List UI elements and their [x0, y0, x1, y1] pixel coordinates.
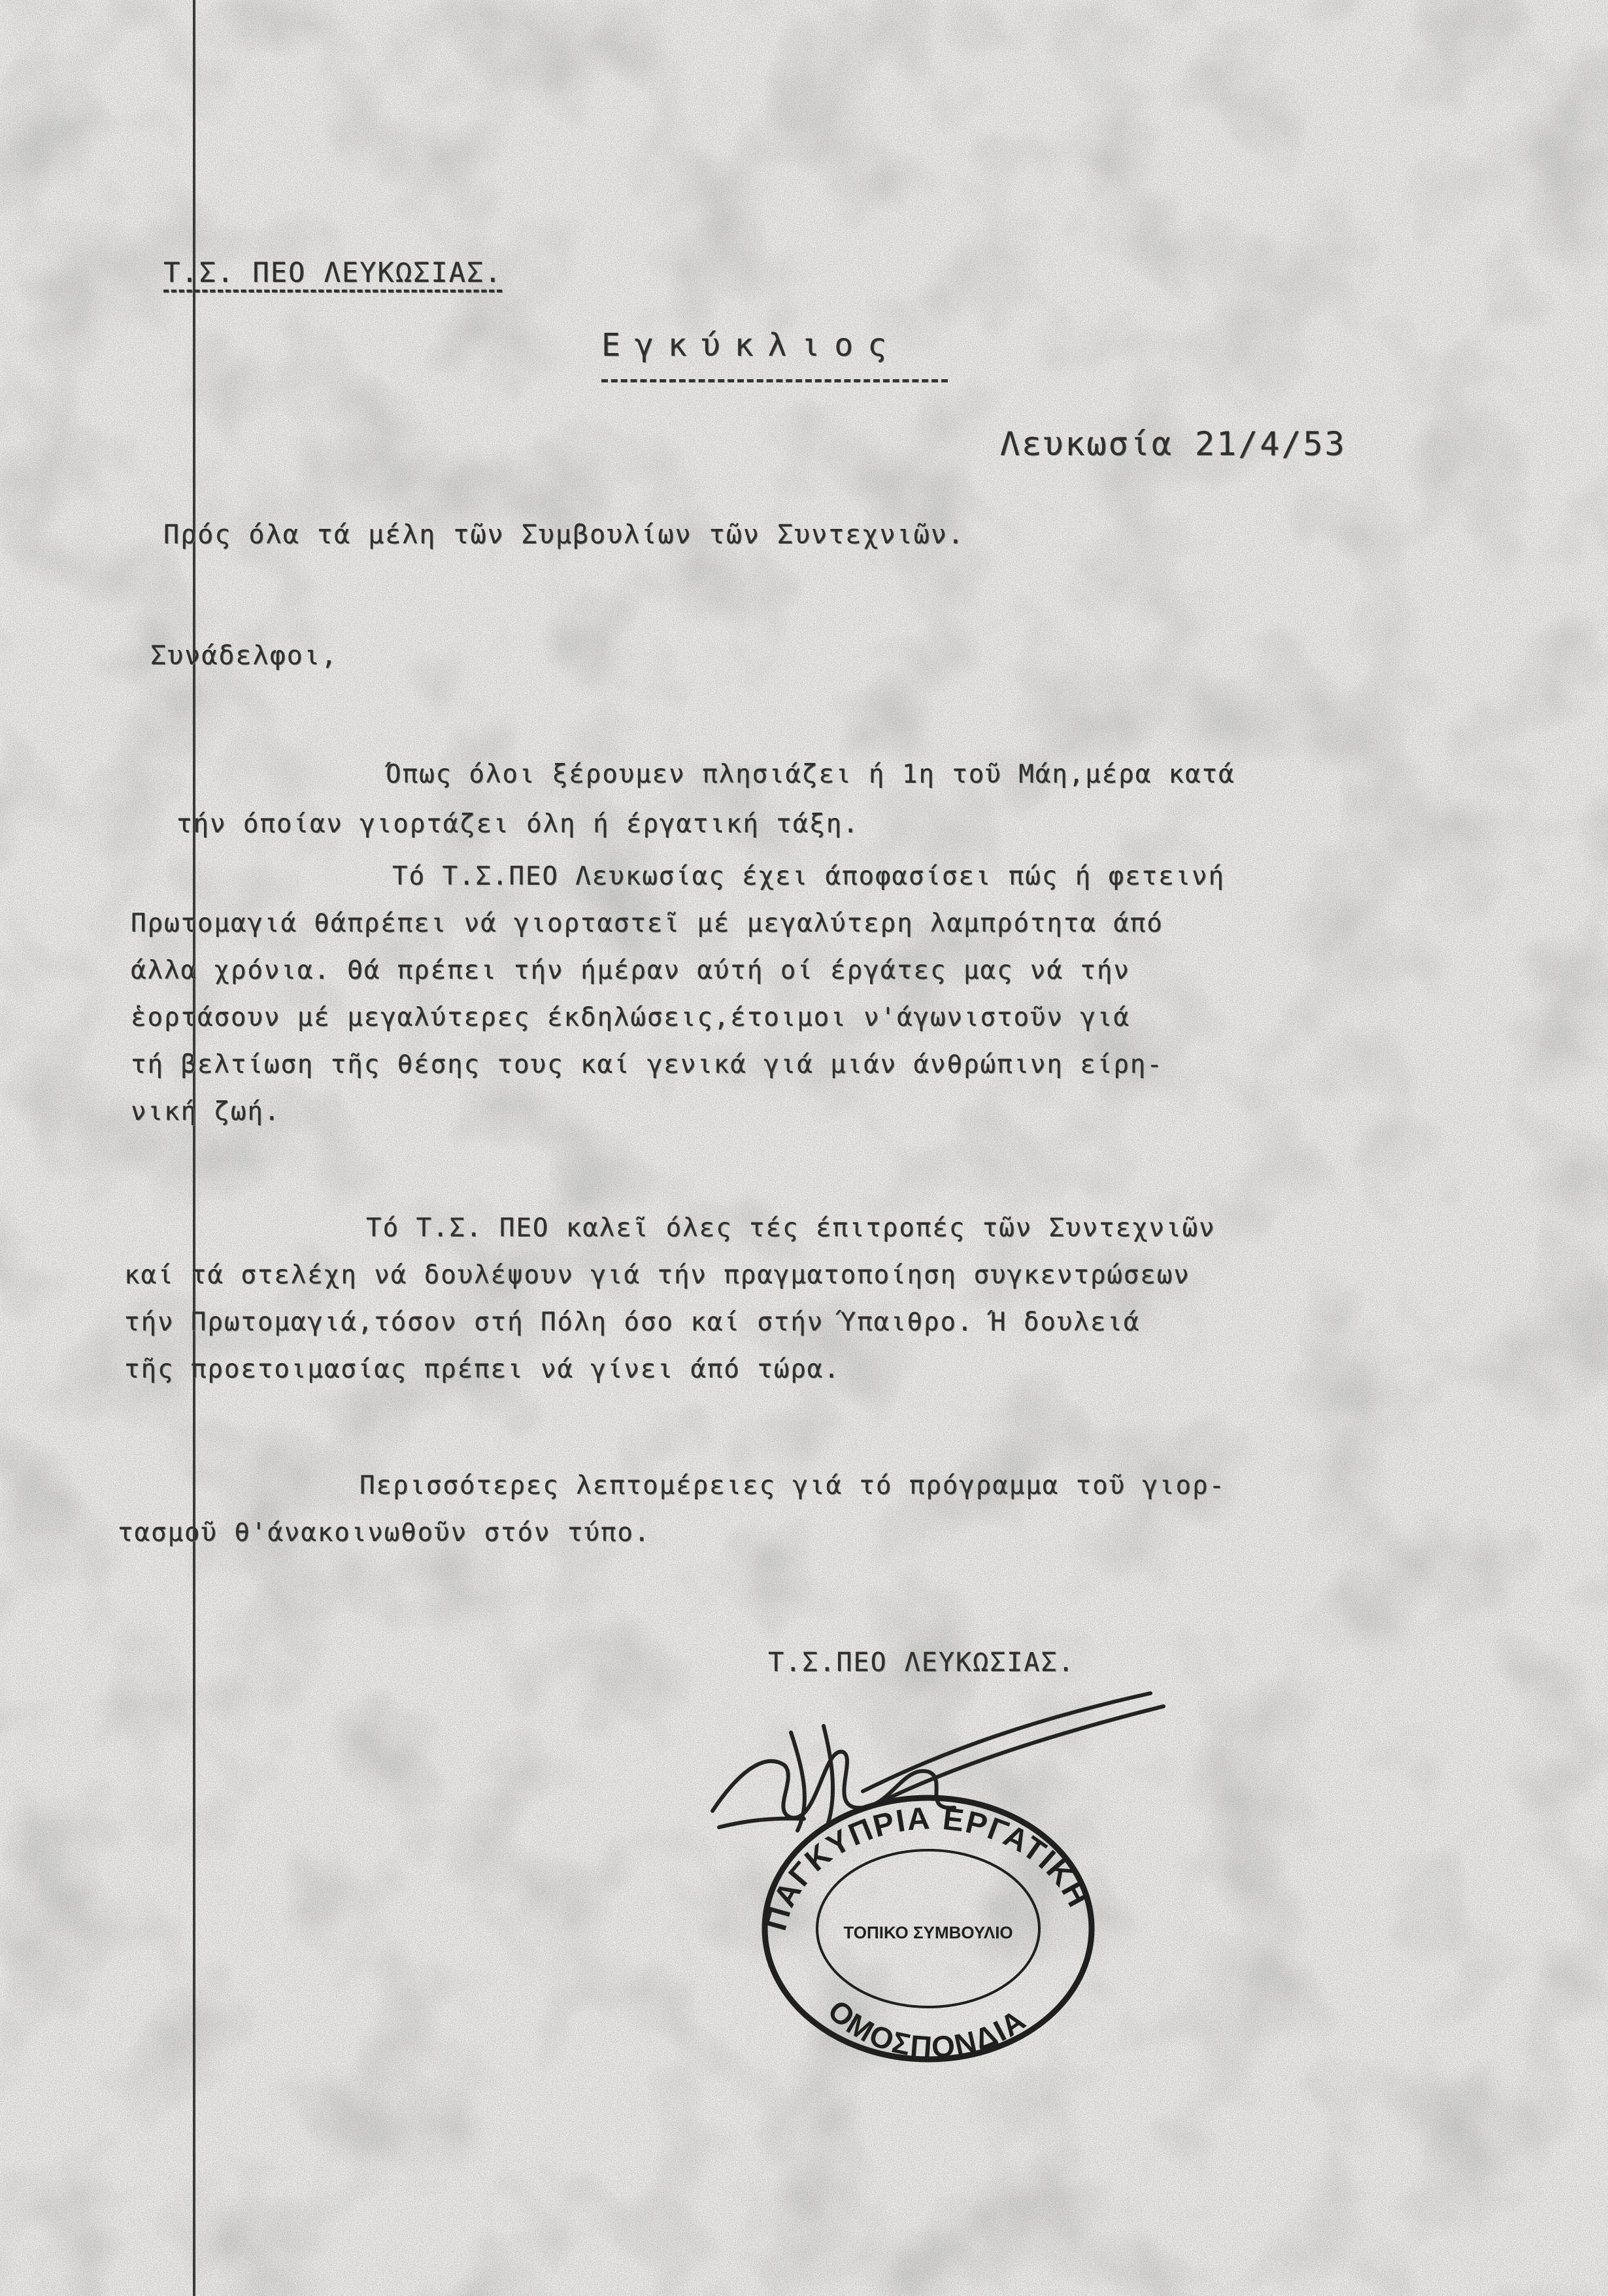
- addressee-line: Πρός όλα τά μέλη τῶν Συμβουλίων τῶν Συντεχνιῶν.: [163, 520, 965, 550]
- paragraph-3-line-2: καί τά στελέχη νά δουλέψουν γιά τήν πραγματοποίηση συγκεντρώσεων: [124, 1260, 1190, 1290]
- title-underline: [601, 379, 948, 382]
- paragraph-2-line-3: άλλα χρόνια. Θά πρέπει τήν ήμέραν αύτή οί έργάτες μας νά τήν: [131, 956, 1130, 985]
- stamp-middle-text: ΤΟΠΙΚΟ ΣΥΜΒΟΥΛΙΟ: [843, 1923, 1013, 1942]
- paragraph-3-line-3: τήν Πρωτομαγιά,τόσον στή Πόλη όσο καί στήν Ύπαιθρο. Ή δουλειά: [124, 1308, 1141, 1337]
- stamp-top-text: ΠΑΓΚΥΠΡΙΑ ΕΡΓΑΤΙΚΗ: [758, 1801, 1096, 1934]
- paragraph-1-line-1: Όπως όλοι ξέρουμεν πλησιάζει ή 1η τοῦ Μάη,μέρα κατά: [386, 760, 1235, 789]
- paragraph-2-line-1: Τό Τ.Σ.ΠΕΟ Λευκωσίας έχει άποφασίσει πώς ή φετεινή: [392, 862, 1225, 891]
- paragraph-2-line-2: Πρωτομαγιά θάπρέπει νά γιορταστεῖ μέ μεγαλύτερη λαμπρότητα άπό: [131, 909, 1164, 938]
- paragraph-4-line-1: Περισσότερες λεπτομέρειες γιά τό πρόγραμμα τοῦ γιορ-: [360, 1471, 1226, 1500]
- header-organization: Τ.Σ. ΠΕΟ ΛΕΥΚΩΣΙΑΣ.: [163, 256, 503, 288]
- svg-text:ΠΑΓΚΥΠΡΙΑ ΕΡΓΑΤΙΚΗ: [758, 1801, 1096, 1934]
- paragraph-2-line-5: τή βελτίωση τῆς θέσης τους καί γενικά γιά μιάν άνθρώπινη είρη-: [131, 1050, 1164, 1079]
- svg-text:ΟΜΟΣΠΟΝΔΙΑ: [822, 1993, 1033, 2065]
- organization-stamp: [758, 1798, 1096, 2064]
- signature-organization: Τ.Σ.ΠΕΟ ΛΕΥΚΩΣΙΑΣ.: [768, 1647, 1075, 1678]
- paragraph-2-line-4: ἑορτάσουν μέ μεγαλύτερες έκδηλώσεις,έτοιμοι ν'άγωνιστοῦν γιά: [131, 1003, 1130, 1032]
- paragraph-2-line-6: νική ζωή.: [131, 1097, 281, 1126]
- paragraph-1-line-2: τήν όποίαν γιορτάζει όλη ή έργατική τάξη.: [176, 809, 860, 839]
- paragraph-3-line-1: Τό Τ.Σ. ΠΕΟ καλεῖ όλες τές έπιτροπές τῶν Συντεχνιῶν: [366, 1213, 1216, 1243]
- paragraph-4-line-2: τασμοῦ θ'άνακοινωθοῦν στόν τύπο.: [118, 1518, 651, 1547]
- stamp-bottom-text: ΟΜΟΣΠΟΝΔΙΑ: [821, 1993, 1033, 2065]
- paragraph-3-line-4: τῆς προετοιμασίας πρέπει νά γίνει άπό τώρα.: [124, 1355, 841, 1384]
- document-title: Εγκύκλιος: [601, 327, 901, 363]
- letter-date: Λευκωσία 21/4/53: [1000, 425, 1347, 463]
- salutation: Συνάδελφοι,: [150, 641, 338, 671]
- signature-and-stamp: [693, 1674, 1177, 2079]
